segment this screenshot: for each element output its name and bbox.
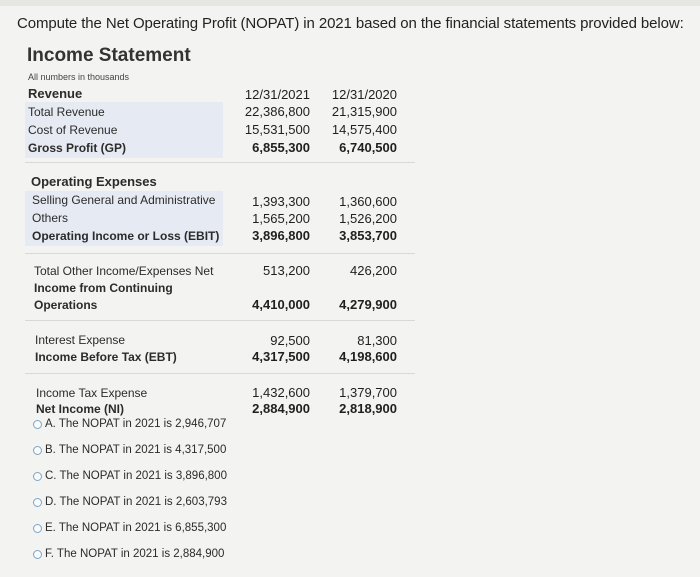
row-label: Gross Profit (GP)	[28, 141, 127, 155]
option-label: C. The NOPAT in 2021 is 3,896,800	[45, 470, 227, 482]
value-2021: 3,896,800	[252, 228, 310, 243]
row-label: Cost of Revenue	[28, 123, 118, 137]
value-2021: 513,200	[263, 263, 310, 278]
value-2021: 22,386,800	[244, 104, 310, 119]
section-divider	[25, 162, 415, 163]
radio-icon[interactable]	[33, 446, 42, 455]
row-label: Total Revenue	[28, 105, 105, 119]
value-2020: 4,279,900	[339, 297, 397, 312]
value-2021: 1,432,600	[252, 385, 310, 400]
value-2020: 21,315,900	[331, 104, 397, 119]
value-2020: 81,300	[357, 333, 397, 348]
row-label: Selling General and Administrative	[32, 193, 216, 207]
section-divider	[25, 320, 415, 321]
row-label: Income Tax Expense	[36, 386, 148, 400]
row-label: Income from Continuing	[34, 281, 173, 295]
value-2020: 3,853,700	[339, 228, 397, 243]
value-2020: 14,575,400	[331, 122, 397, 137]
section-divider	[25, 253, 415, 254]
radio-icon[interactable]	[33, 524, 42, 533]
option-label: D. The NOPAT in 2021 is 2,603,793	[45, 496, 227, 508]
value-2020: 1,526,200	[339, 211, 397, 226]
top-divider	[0, 0, 700, 6]
option-d[interactable]	[33, 492, 227, 512]
radio-icon[interactable]	[33, 550, 42, 559]
option-a[interactable]	[33, 414, 226, 434]
value-2021: 2,884,900	[252, 401, 310, 416]
option-label: B. The NOPAT in 2021 is 4,317,500	[45, 444, 227, 456]
opex-title: Operating Expenses	[31, 174, 157, 189]
value-2020: 1,360,600	[339, 194, 397, 209]
value-2021: 92,500	[270, 333, 310, 348]
value-2021: 6,855,300	[252, 140, 310, 155]
option-e[interactable]	[33, 518, 226, 538]
section-divider	[25, 373, 415, 374]
option-label: E. The NOPAT in 2021 is 6,855,300	[45, 522, 227, 534]
value-2020: 4,198,600	[339, 349, 397, 364]
row-label: Operating Income or Loss (EBIT)	[32, 229, 220, 243]
value-2021: 1,565,200	[252, 211, 310, 226]
value-2020: 1,379,700	[339, 385, 397, 400]
radio-icon[interactable]	[33, 472, 42, 481]
value-2021: 15,531,500	[244, 122, 310, 137]
value-2020: 6,740,500	[339, 140, 397, 155]
statement-title: Income Statement	[27, 45, 191, 66]
column-header-2020: 12/31/2020	[331, 87, 397, 102]
revenue-header: Revenue	[28, 86, 83, 101]
value-2020: 426,200	[350, 263, 397, 278]
option-b[interactable]	[33, 440, 226, 460]
option-label: F. The NOPAT in 2021 is 2,884,900	[45, 548, 225, 560]
value-2021: 4,317,500	[252, 349, 310, 364]
row-label: Total Other Income/Expenses Net	[34, 264, 214, 278]
option-label: A. The NOPAT in 2021 is 2,946,707	[45, 418, 227, 430]
radio-icon[interactable]	[33, 420, 42, 429]
column-header-2021: 12/31/2021	[244, 87, 310, 102]
option-f[interactable]	[33, 544, 224, 564]
value-2021: 1,393,300	[252, 194, 310, 209]
value-2020: 2,818,900	[339, 401, 397, 416]
row-label: Interest Expense	[35, 333, 126, 347]
value-2021: 4,410,000	[252, 297, 310, 312]
units-note: All numbers in thousands	[28, 72, 130, 82]
radio-icon[interactable]	[33, 498, 42, 507]
row-label: Others	[32, 211, 69, 225]
row-label: Income Before Tax (EBT)	[35, 350, 177, 364]
question-text: Compute the Net Operating Profit (NOPAT) in 2021 based on the financial statements provided below:	[17, 15, 684, 32]
row-label: Operations	[34, 298, 98, 312]
row-label: Net Income (NI)	[36, 402, 125, 416]
option-c[interactable]	[33, 466, 227, 486]
